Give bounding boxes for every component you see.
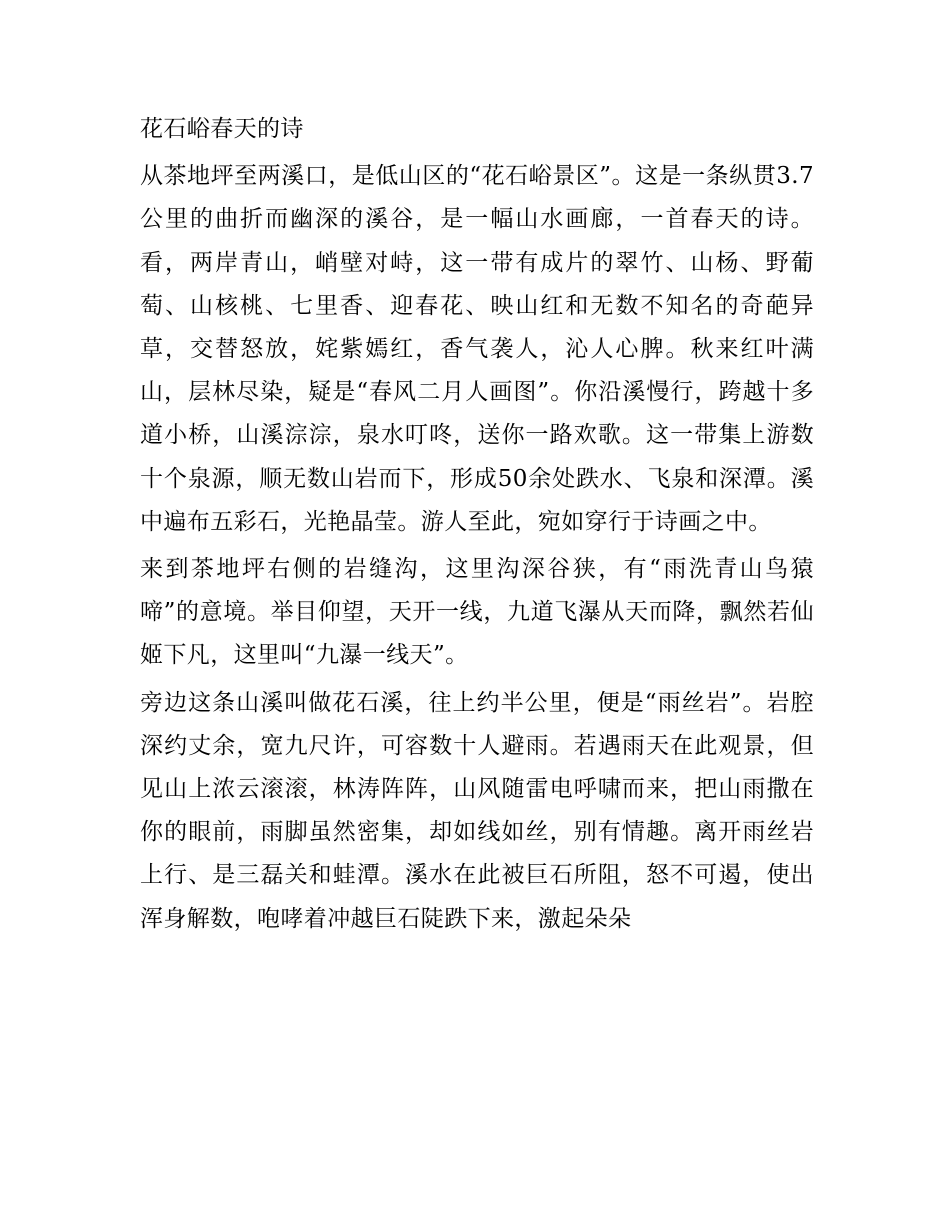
paragraph-3: 旁边这条山溪叫做花石溪，往上约半公里，便是“雨丝岩”。岩腔深约丈余，宽九尺许，可容数十人避雨。若遇雨天在此观景，但见山上浓云滚滚，林涛阵阵，山风随雷电呼啸而来，把山雨撒在你的眼前，雨脚虽然密集，却如线如丝，别有情趣。离开雨丝岩上行、是三磊关和蛙潭。溪水在此被巨石所阻，怒不可遏，使出浑身解数，咆哮着冲越巨石陡跌下来，激起朵朵 (140, 689, 814, 932)
paragraph-2: 来到茶地坪右侧的岩缝沟，这里沟深谷狭，有“雨洗青山鸟猿啼”的意境。举目仰望，天开一线，九道飞瀑从天而降，飘然若仙姬下凡，这里叫“九瀑一线天”。 (140, 556, 814, 669)
document-title: 花石峪春天的诗 (140, 116, 304, 142)
document-page (140, 108, 814, 945)
paragraph-1: 从茶地坪至两溪口，是低山区的“花石峪景区”。这是一条纵贯3.7公里的曲折而幽深的溪谷，是一幅山水画廊，一首春天的诗。看，两岸青山，峭壁对峙，这一带有成片的翠竹、山杨、野葡萄、山核桃、七里香、迎春花、映山红和无数不知名的奇葩异草，交替怒放，姹紫嫣红，香气袭人，沁人心脾。秋来红叶满山，层林尽染，疑是“春风二月人画图”。你沿溪慢行，跨越十多道小桥，山溪淙淙，泉水叮咚，送你一路欢歌。这一带集上游数十个泉源，顺无数山岩而下，形成50余处跌水、飞泉和深潭。溪中遍布五彩石，光艳晶莹。游人至此，宛如穿行于诗画之中。 (140, 163, 814, 535)
